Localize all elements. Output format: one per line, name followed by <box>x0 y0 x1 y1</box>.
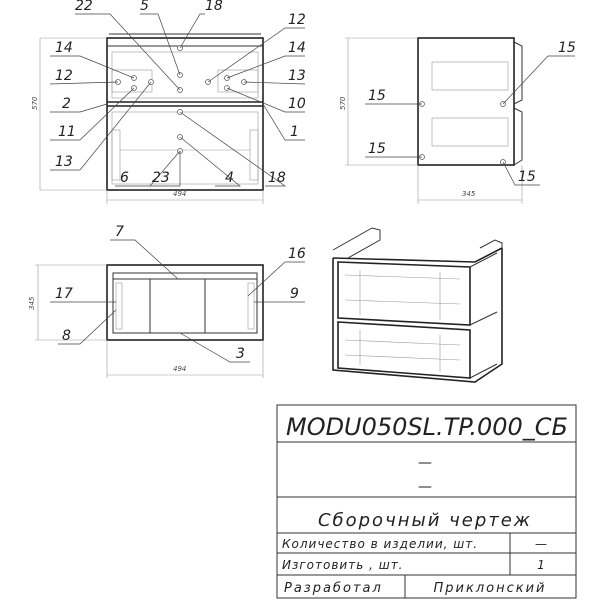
callout-label: 6 <box>120 170 129 186</box>
callout-label: 18 <box>268 170 286 186</box>
callout-label: 2 <box>62 96 71 112</box>
callout-label: 5 <box>140 0 149 14</box>
callout-label: 14 <box>55 40 73 56</box>
developer-name: Приклонский <box>433 581 547 596</box>
top-depth-dimension: 345 <box>28 296 36 310</box>
document-type: Сборочный чертеж <box>317 510 533 531</box>
callout-label: 3 <box>236 346 245 362</box>
side-depth-dimension: 345 <box>462 190 476 198</box>
isometric-view <box>333 228 502 382</box>
front-height-dimension: 570 <box>31 96 39 110</box>
front-width-dimension: 494 <box>173 190 187 198</box>
side-height-dimension: 570 <box>339 96 347 110</box>
callout-label: 4 <box>225 170 234 186</box>
quantity-value: — <box>535 537 547 551</box>
callout-label: 13 <box>55 154 73 170</box>
callout-label: 1 <box>290 124 299 140</box>
callout-label: 12 <box>55 68 73 84</box>
side-view <box>339 38 576 204</box>
callout-label: 13 <box>288 68 306 84</box>
top-view <box>28 224 306 378</box>
callout-label: 14 <box>288 40 306 56</box>
name-line-1: — <box>418 455 432 471</box>
title-block <box>277 405 576 598</box>
callout-label: 18 <box>205 0 223 14</box>
callout-label: 15 <box>558 40 576 56</box>
callout-label: 11 <box>58 124 76 140</box>
callout-label: 22 <box>75 0 93 14</box>
front-view <box>31 0 306 204</box>
callout-label: 8 <box>62 328 71 344</box>
callout-label: 7 <box>115 224 124 240</box>
callout-label: 12 <box>288 12 306 28</box>
top-width-dimension: 494 <box>173 365 187 373</box>
callout-label: 23 <box>152 170 170 186</box>
callout-label: 9 <box>290 286 299 302</box>
quantity-label: Количество в изделии, шт. <box>282 537 479 551</box>
callout-label: 15 <box>368 141 386 157</box>
callout-label: 17 <box>55 286 73 302</box>
developer-label: Разработал <box>284 581 383 596</box>
callout-label: 15 <box>518 169 536 185</box>
make-value: 1 <box>537 558 545 572</box>
name-line-2: — <box>418 479 432 495</box>
callout-label: 10 <box>288 96 306 112</box>
callout-label: 16 <box>288 246 306 262</box>
make-label: Изготовить , шт. <box>282 558 404 572</box>
callout-label: 15 <box>368 88 386 104</box>
drawing-code: MODU050SL.TP.000_СБ <box>286 413 568 441</box>
